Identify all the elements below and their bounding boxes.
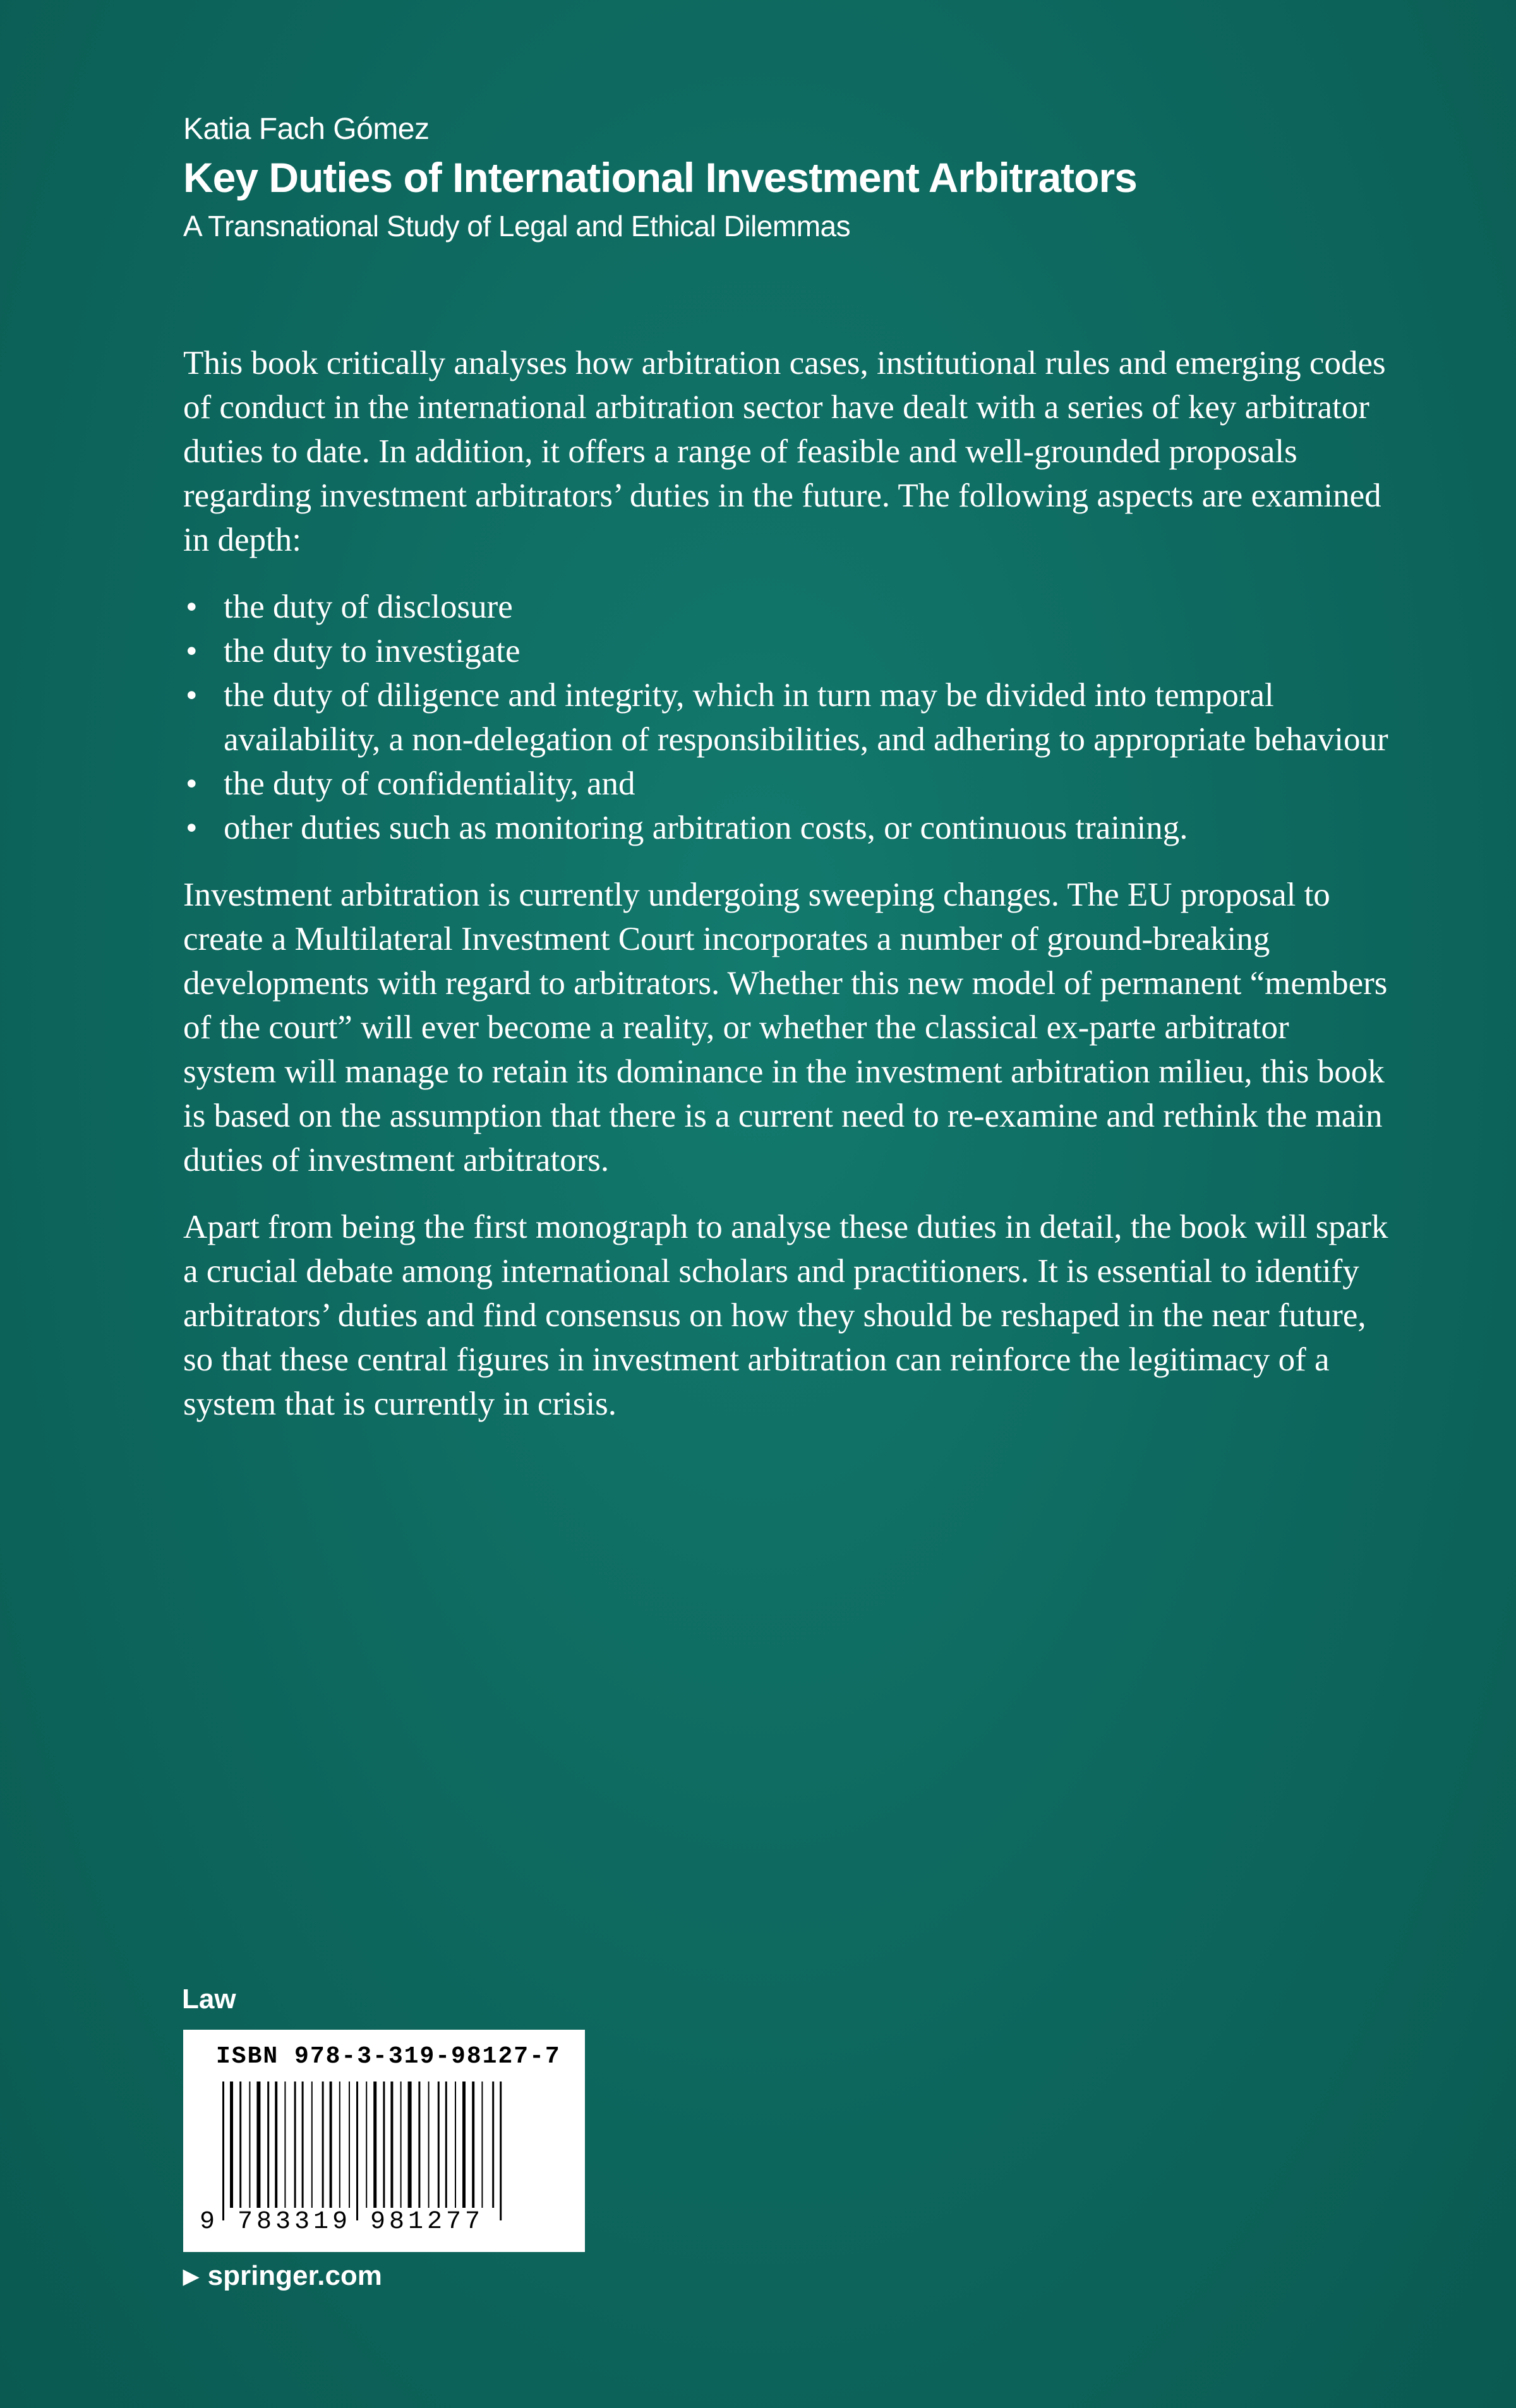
barcode-bar: [294, 2082, 296, 2208]
arrow-right-icon: ▶: [183, 2265, 199, 2287]
cover-header: [183, 107, 1383, 249]
barcode-bar: [400, 2082, 402, 2208]
barcode-bar: [256, 2082, 260, 2208]
list-item: [183, 629, 1390, 673]
list-item: [183, 585, 1390, 629]
barcode-bar: [239, 2082, 241, 2208]
barcode-bar: [302, 2082, 304, 2208]
list-item-text: other duties such as monitoring arbitration costs, or continuous training.: [224, 810, 1188, 846]
barcode-bar: [390, 2082, 393, 2208]
barcode-bar: [428, 2082, 430, 2208]
barcode-bar: [366, 2082, 367, 2208]
barcode-bar: [472, 2082, 474, 2208]
barcode-bar: [339, 2082, 340, 2208]
publisher-website: springer.com: [207, 2260, 382, 2291]
barcode-bar: [438, 2082, 440, 2208]
barcode-bar: [462, 2082, 466, 2208]
barcode-bar: [481, 2082, 483, 2208]
barcode-bar: [492, 2082, 494, 2208]
bullet-icon: •: [186, 677, 198, 714]
barcode-bar: [222, 2082, 224, 2220]
isbn-label: ISBN 978-3-319-98127-7: [216, 2043, 561, 2070]
barcode-bar: [267, 2082, 269, 2208]
barcode-bar: [275, 2082, 277, 2208]
list-item: [183, 806, 1390, 850]
book-title: Key Duties of International Investment Arbitrators: [183, 154, 1137, 201]
barcode-bar: [311, 2082, 313, 2208]
barcode-bar: [418, 2082, 420, 2208]
barcode-bar: [249, 2082, 250, 2208]
list-item-text: the duty of disclosure: [224, 589, 513, 625]
list-item: [183, 762, 1390, 806]
barcode-digits: 9 783319 981277: [200, 2208, 484, 2236]
list-item-text: the duty of confidentiality, and: [224, 765, 635, 802]
barcode-bar: [349, 2082, 350, 2208]
paragraph-changes: Investment arbitration is currently undergoing sweeping changes. The EU proposal to create a Multilateral Investment Court incorporates a number of ground-breaking developments with regard to arbitrators. Whether this new model of permanent “members of the court” will ever become a reality, or whether the classical ex-parte arbitrator system will manage to retain its dominance in the investment arbitration milieu, this book is based on the assumption that there is a current need to re-examine and rethink the main duties of investment arbitrators.: [183, 877, 1388, 1178]
barcode-bar: [356, 2082, 358, 2220]
barcode-bar: [230, 2082, 233, 2208]
author-name: Katia Fach Gómez: [183, 112, 430, 146]
publisher-link[interactable]: [183, 2258, 382, 2294]
barcode-bar: [455, 2082, 456, 2208]
barcode-bar: [373, 2082, 376, 2208]
intro-paragraph: This book critically analyses how arbitration cases, institutional rules and emerging codes of conduct in the international arbitration sector have dealt with a series of key arbitrator duties to date. In addition, it offers a range of feasible and well-grounded proposals regarding investment arbitrators’ duties in the future. The following aspects are examined in depth:: [183, 345, 1386, 558]
subject-category: Law: [182, 1984, 236, 2015]
book-subtitle: A Transnational Study of Legal and Ethical Dilemmas: [183, 210, 851, 243]
barcode-bar: [408, 2082, 412, 2208]
list-item-text: the duty to investigate: [224, 633, 520, 669]
list-item-text: the duty of diligence and integrity, which in turn may be divided into temporal availability, a non-delegation of responsibilities, and adhering to appropriate behaviour: [224, 677, 1388, 758]
list-item: [183, 673, 1390, 762]
bullet-icon: •: [186, 765, 198, 802]
paragraph-debate: Apart from being the first monograph to analyse these duties in detail, the book will spark a crucial debate among international scholars and practitioners. It is essential to identify arbitrators’ duties and find consensus on how they should be reshaped in the near future, so that these central figures in investment arbitration can reinforce the legitimacy of a system that is currently in crisis.: [183, 1209, 1388, 1422]
bullet-icon: •: [186, 810, 198, 846]
barcode-bar: [330, 2082, 332, 2208]
bullet-icon: •: [186, 633, 198, 669]
barcode-bar: [445, 2082, 447, 2208]
isbn-barcode: [183, 2030, 585, 2252]
barcode-bar: [500, 2082, 502, 2220]
blurb: [183, 341, 1390, 1449]
duties-list: [183, 585, 1390, 850]
bullet-icon: •: [186, 589, 198, 625]
barcode-bar: [383, 2082, 385, 2208]
barcode-bar: [284, 2082, 286, 2208]
barcode-bar: [322, 2082, 324, 2208]
